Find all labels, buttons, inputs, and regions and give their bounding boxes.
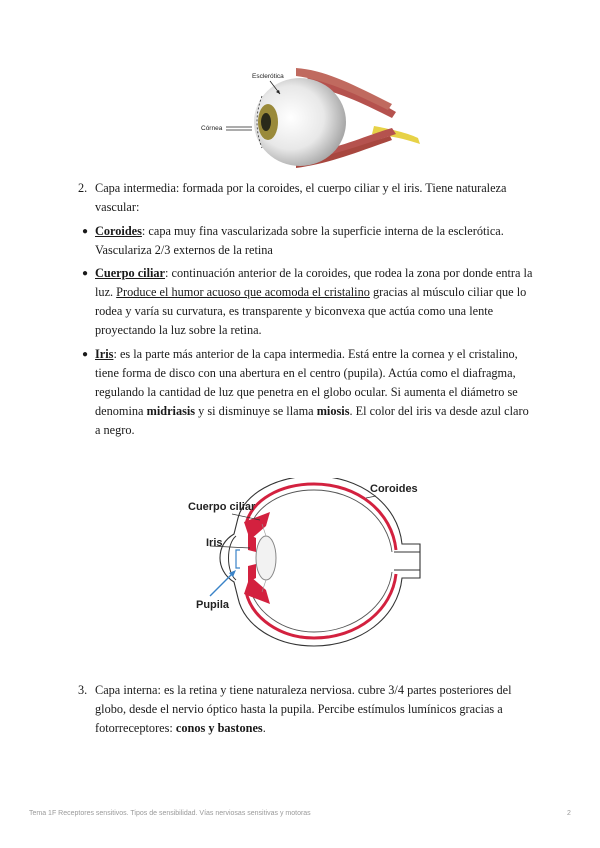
iris-line4 — [95, 402, 529, 421]
cuerpo-ciliar-paragraph — [95, 264, 532, 340]
cuerpo-line2 — [95, 283, 532, 302]
term-iris: Iris — [95, 347, 114, 361]
term-coroides: Coroides — [95, 224, 142, 238]
iris-def: : es la parte más anterior de la capa intermedia. Está entre la cornea y el cristalino, — [113, 347, 518, 361]
list-number-3: 3. — [78, 683, 88, 697]
iris-line3: regulando la cantidad de luz que penetra en el globo ocular. Si aumenta el diámetro se — [95, 385, 518, 399]
page-number: 2 — [567, 810, 571, 817]
iris-line4-pre: denomina — [95, 404, 147, 418]
pointer-pupila — [210, 572, 234, 596]
term-conos-bastones: conos y bastones — [175, 721, 263, 735]
label-pupila: Pupila — [196, 599, 230, 611]
page-footer: Tema 1F Receptores sensitivos. Tipos de sensibilidad. Vías nerviosas sensitivas y motoras — [29, 810, 311, 817]
iris-line5: a negro. — [95, 423, 135, 437]
cuerpo-line2-pre: luz. — [95, 285, 117, 299]
coroides-paragraph — [95, 222, 504, 260]
item3-line1: Capa interna: es la retina y tiene naturaleza nerviosa. cubre 3/4 partes posteriores del — [95, 683, 512, 697]
eyeball-muscles-figure — [196, 64, 432, 176]
bullet-icon: ● — [82, 268, 89, 279]
label-cuerpo-ciliar: Cuerpo ciliar — [188, 501, 256, 513]
iris-line2: tiene forma de disco con una abertura en el centro (pupila). Actúa como el diafragma, — [95, 366, 516, 380]
coroides-def: : capa muy fina vascularizada sobre la superficie interna de la esclerótica. — [141, 224, 504, 238]
item2-paragraph — [95, 179, 506, 217]
cuerpo-line3: rodea y varía su curvatura, es transparente y biconvexa que actúa como una lente — [95, 304, 494, 318]
item3-line3-pre: fotorreceptores: — [95, 721, 176, 735]
bullet-icon: ● — [82, 349, 89, 360]
item2-line: vascular: — [95, 200, 140, 214]
cuerpo-line4: proyectando la luz sobre la retina. — [95, 323, 262, 337]
term-miosis: miosis — [316, 404, 350, 418]
coroides-line2: Vasculariza 2/3 externos de la retina — [95, 243, 273, 257]
label-iris: Iris — [206, 537, 223, 549]
item2-line: Capa intermedia: formada por la coroides, el cuerpo ciliar y el iris. Tiene naturaleza — [95, 181, 507, 195]
term-midriasis: midriasis — [146, 404, 196, 418]
eye-cross-section-figure — [180, 478, 430, 648]
item3-line2: globo, desde el nervio óptico hasta la pupila. Percibe estímulos lumínicos gracias a — [95, 702, 503, 716]
term-cuerpo-ciliar: Cuerpo ciliar — [95, 266, 166, 280]
item3-line3 — [95, 719, 512, 738]
underlined-humor-acuoso: Produce el humor acuoso que acomoda el cristalino — [116, 285, 370, 299]
label-esclerotica: Esclerótica — [252, 73, 284, 80]
lens — [256, 536, 276, 580]
cuerpo-line1 — [95, 264, 532, 283]
iris-line4-post: . El color del iris va desde azul claro — [349, 404, 529, 418]
label-coroides: Coroides — [370, 483, 418, 495]
iris-line4-mid: y si disminuye se llama — [195, 404, 317, 418]
arrow-cornea — [226, 127, 252, 130]
item3-paragraph — [95, 681, 512, 738]
coroides-line1 — [95, 222, 504, 241]
cuerpo-line2-post: gracias al músculo ciliar que lo — [369, 285, 527, 299]
pupil — [261, 113, 271, 131]
bullet-icon: ● — [82, 226, 89, 237]
cuerpo-def: : continuación anterior de la coroides, que rodea la zona por donde entra la — [165, 266, 533, 280]
list-number-2: 2. — [78, 181, 88, 195]
iris-line1 — [95, 345, 529, 364]
label-cornea: Córnea — [201, 125, 223, 132]
iris-paragraph — [95, 345, 529, 440]
item3-line3-post: . — [262, 721, 266, 735]
